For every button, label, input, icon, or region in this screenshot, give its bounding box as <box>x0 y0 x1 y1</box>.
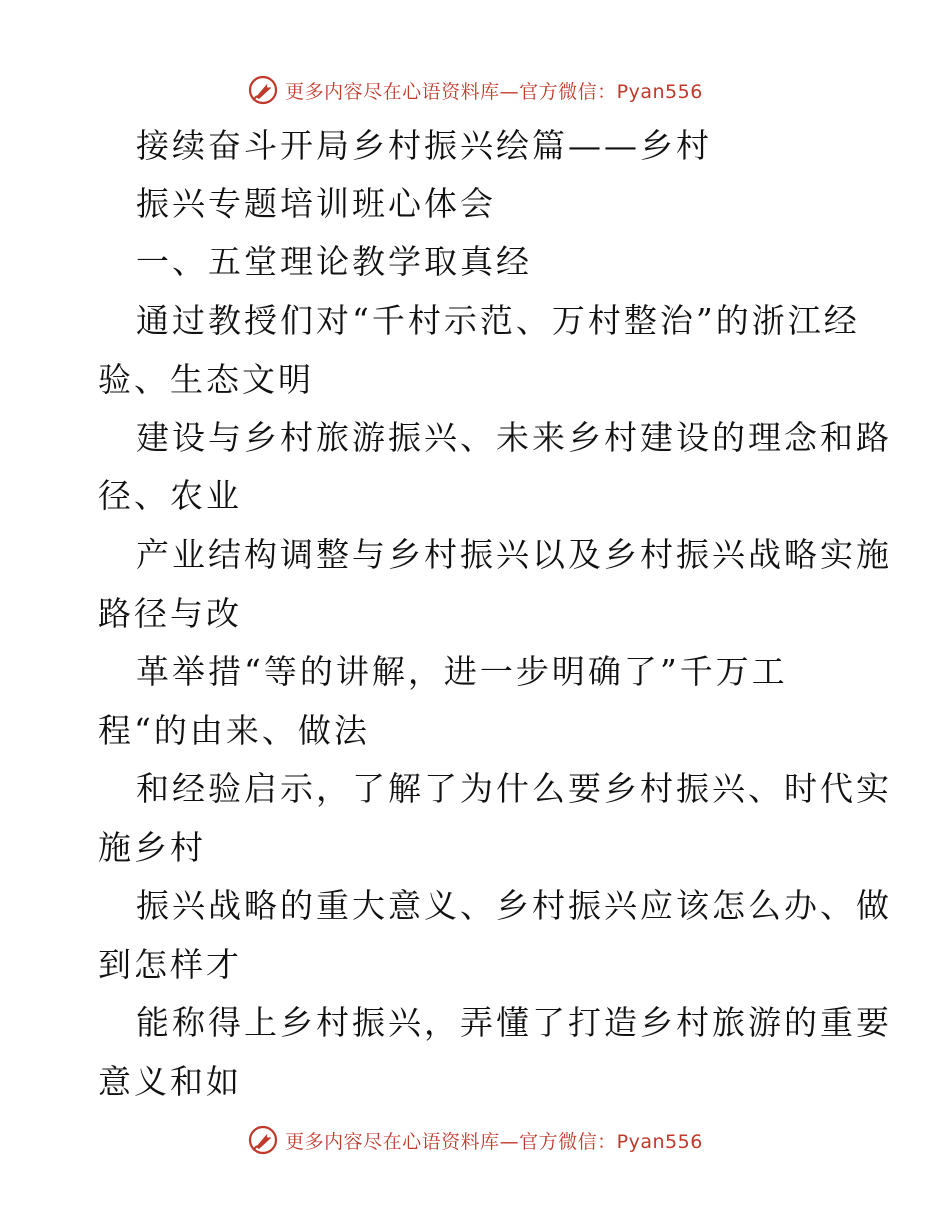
document-title-line-2: 振兴专题培训班心体会 <box>136 184 496 223</box>
paragraph-line: 验、生态文明 <box>98 360 314 399</box>
document-title-line-1: 接续奋斗开局乡村振兴绘篇——乡村 <box>136 126 712 165</box>
paragraph-line: 建设与乡村旅游振兴、未来乡村建设的理念和路 <box>136 418 892 457</box>
pen-nib-logo-icon <box>247 1124 279 1156</box>
header-watermark-banner <box>0 70 950 110</box>
paragraph-line: 施乡村 <box>98 828 206 867</box>
paragraph-line: 革举措“等的讲解，进一步明确了”千万工 <box>136 652 788 691</box>
header-watermark-inner <box>247 74 703 106</box>
pen-nib-logo-icon <box>247 74 279 106</box>
paragraph-line: 程“的由来、做法 <box>98 711 370 750</box>
paragraph-line: 路径与改 <box>98 594 242 633</box>
paragraph-line: 能称得上乡村振兴，弄懂了打造乡村旅游的重要 <box>136 1003 892 1042</box>
watermark-text: 更多内容尽在心语资料库—官方微信：Pyan556 <box>285 1130 703 1153</box>
watermark-text: 更多内容尽在心语资料库—官方微信：Pyan556 <box>285 80 703 103</box>
footer-watermark-inner <box>247 1124 703 1156</box>
paragraph-line: 和经验启示，了解了为什么要乡村振兴、时代实 <box>136 769 892 808</box>
footer-watermark-banner <box>0 1120 950 1160</box>
paragraph-line: 产业结构调整与乡村振兴以及乡村振兴战略实施 <box>136 535 892 574</box>
section-heading: 一、五堂理论教学取真经 <box>136 242 532 281</box>
paragraph-line: 径、农业 <box>98 476 242 515</box>
paragraph-line: 意义和如 <box>98 1062 242 1101</box>
paragraph-line: 振兴战略的重大意义、乡村振兴应该怎么办、做 <box>136 886 892 925</box>
paragraph-line: 到怎样才 <box>98 945 242 984</box>
paragraph-line: 通过教授们对“千村示范、万村整治”的浙江经 <box>136 301 860 340</box>
